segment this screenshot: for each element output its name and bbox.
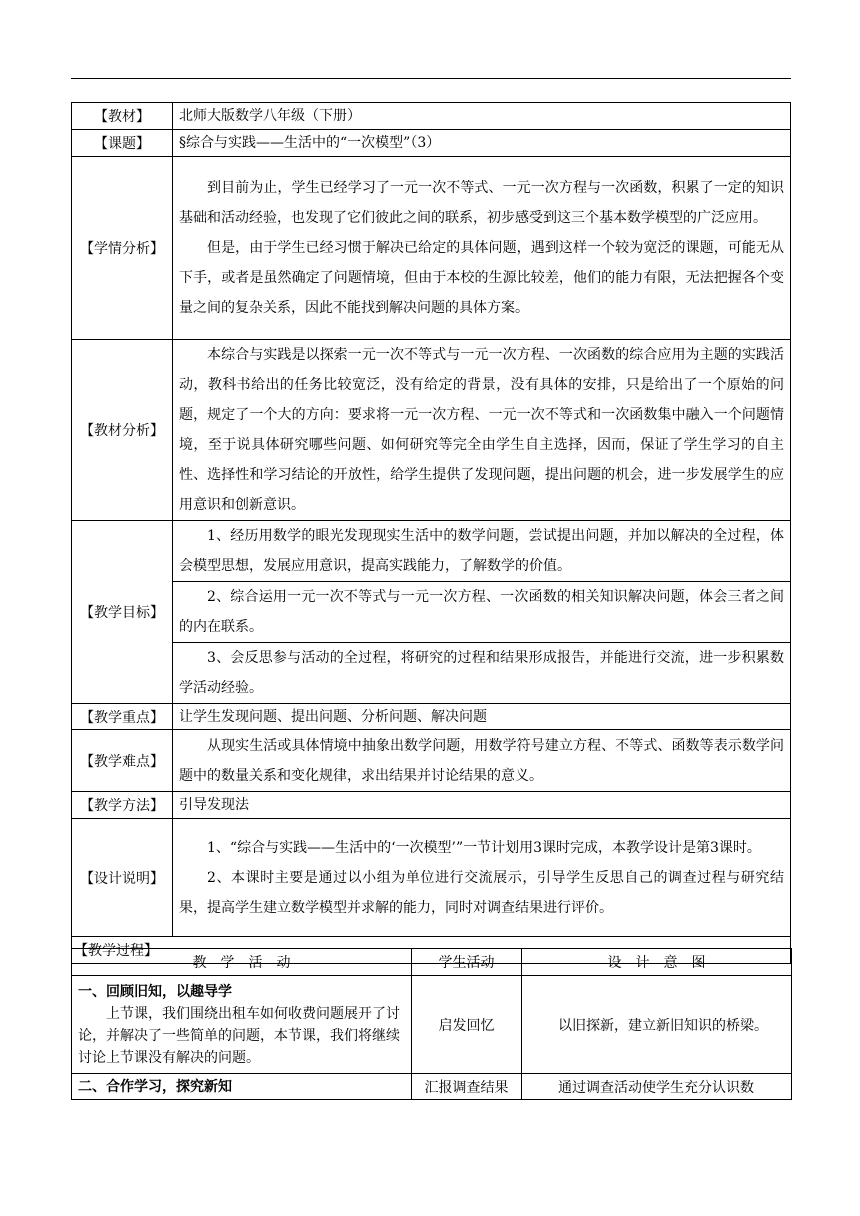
section-activity	[72, 976, 412, 1074]
section-student-activity: 汇报调查结果	[412, 1074, 522, 1100]
label-process: 【教学过程】	[72, 937, 791, 964]
lesson-plan-table	[71, 102, 791, 964]
section-text: 上节课，我们围绕出租车如何收费问题展开了讨论，并解决了一些简单的问题，本节课，我们将继续讨论上节课没有解决的问题。	[78, 1005, 400, 1066]
value-textbook: 北师大版数学八年级（下册）	[173, 103, 791, 130]
process-section-row	[72, 1074, 792, 1100]
goal-item	[173, 643, 791, 704]
row-difficulty	[72, 730, 791, 792]
design-paragraph: 2、本课时主要是通过以小组为单位进行交流展示，引导学生反思自己的调查过程与研究结果，提高学生建立数学模型并求解的能力，同时对调查结果进行评价。	[179, 869, 784, 916]
label-textbook: 【教材】	[72, 103, 173, 130]
process-table	[71, 948, 792, 1100]
header-teaching-activity: 教 学 活 动	[72, 949, 412, 976]
value-focus: 让学生发现问题、提出问题、分析问题、解决问题	[173, 704, 791, 730]
goal-item	[173, 521, 791, 582]
row-goal-2	[72, 582, 791, 643]
section-title: 二、合作学习，探究新知	[78, 1078, 232, 1095]
section-design-intent: 通过调查活动使学生充分认识数	[522, 1074, 792, 1100]
label-topic: 【课题】	[72, 130, 173, 157]
goal-text: 3、会反思参与活动的全过程，将研究的过程和结果形成报告，并能进行交流，进一步积累数学活动经验。	[179, 650, 784, 696]
row-method	[72, 792, 791, 819]
label-design: 【设计说明】	[72, 819, 173, 937]
value-difficulty	[173, 730, 791, 792]
section-student-activity: 启发回忆	[412, 976, 522, 1074]
learner-paragraph: 但是，由于学生已经习惯于解决已给定的具体问题，遇到这样一个较为宽泛的课题，可能无从下手，或者是虽然确定了问题情境，但由于本校的生源比较差，他们的能力有限，无法把握各个变量之间的复杂关系，因此不能找到解决问题的具体方案。	[179, 240, 784, 316]
label-method: 【教学方法】	[72, 792, 173, 819]
label-learner-analysis: 【学情分析】	[72, 157, 173, 340]
section-design-intent: 以旧探新，建立新旧知识的桥梁。	[522, 976, 792, 1074]
row-material-analysis	[72, 340, 791, 521]
row-focus	[72, 704, 791, 730]
label-material-analysis: 【教材分析】	[72, 340, 173, 521]
design-paragraph: 1、“综合与实践——生活中的‘一次模型’”一节计划用3课时完成，本教学设计是第3课时。	[207, 839, 761, 856]
goal-item	[173, 582, 791, 643]
value-method: 引导发现法	[173, 792, 791, 819]
value-learner-analysis	[173, 157, 791, 340]
row-design	[72, 819, 791, 937]
row-learner-analysis	[72, 157, 791, 340]
header-student-activity: 学生活动	[412, 949, 522, 976]
label-focus: 【教学重点】	[72, 704, 173, 730]
goal-text: 1、经历用数学的眼光发现现实生活中的数学问题，尝试提出问题，并加以解决的全过程，体会模型思想，发展应用意识，提高实践能力，了解数学的价值。	[179, 528, 784, 574]
value-material-analysis	[173, 340, 791, 521]
section-activity	[72, 1074, 412, 1100]
row-topic	[72, 130, 791, 157]
header-design-intent: 设 计 意 图	[522, 949, 792, 976]
value-design	[173, 819, 791, 937]
label-difficulty: 【教学难点】	[72, 730, 173, 792]
section-title: 一、回顾旧知，以趣导学	[78, 983, 232, 1000]
row-goal-3	[72, 643, 791, 704]
difficulty-text: 从现实生活或具体情境中抽象出数学问题，用数学符号建立方程、不等式、函数等表示数学问题中的数量关系和变化规律，求出结果并讨论结果的意义。	[179, 737, 784, 784]
label-goals: 【教学目标】	[72, 521, 173, 704]
row-goal-1	[72, 521, 791, 582]
process-section-row	[72, 976, 792, 1074]
process-header-row	[72, 949, 792, 976]
row-textbook	[72, 103, 791, 130]
goal-text: 2、综合运用一元一次不等式与一元一次方程、一次函数的相关知识解决问题，体会三者之间的内在联系。	[179, 589, 784, 635]
header-rule	[71, 78, 791, 79]
value-topic: §综合与实践——生活中的“一次模型”（3）	[173, 130, 791, 157]
material-paragraph: 本综合与实践是以探索一元一次不等式与一元一次方程、一次函数的综合应用为主题的实践活动，教科书给出的任务比较宽泛，没有给定的背景，没有具体的安排，只是给出了一个原始的问题，规定了一个大的方向：要求将一元一次方程、一元一次不等式和一次函数集中融入一个问题情境，至于说具体研究哪些问题、如何研究等完全由学生自主选择，因而，保证了学生学习的自主性、选择性和学习结论的开放性，给学生提供了发现问题，提出问题的机会，进一步发展学生的应用意识和创新意识。	[179, 347, 784, 513]
learner-paragraph: 到目前为止，学生已经学习了一元一次不等式、一元一次方程与一次函数，积累了一定的知识基础和活动经验，也发现了它们彼此之间的联系，初步感受到这三个基本数学模型的广泛应用。	[179, 180, 784, 226]
